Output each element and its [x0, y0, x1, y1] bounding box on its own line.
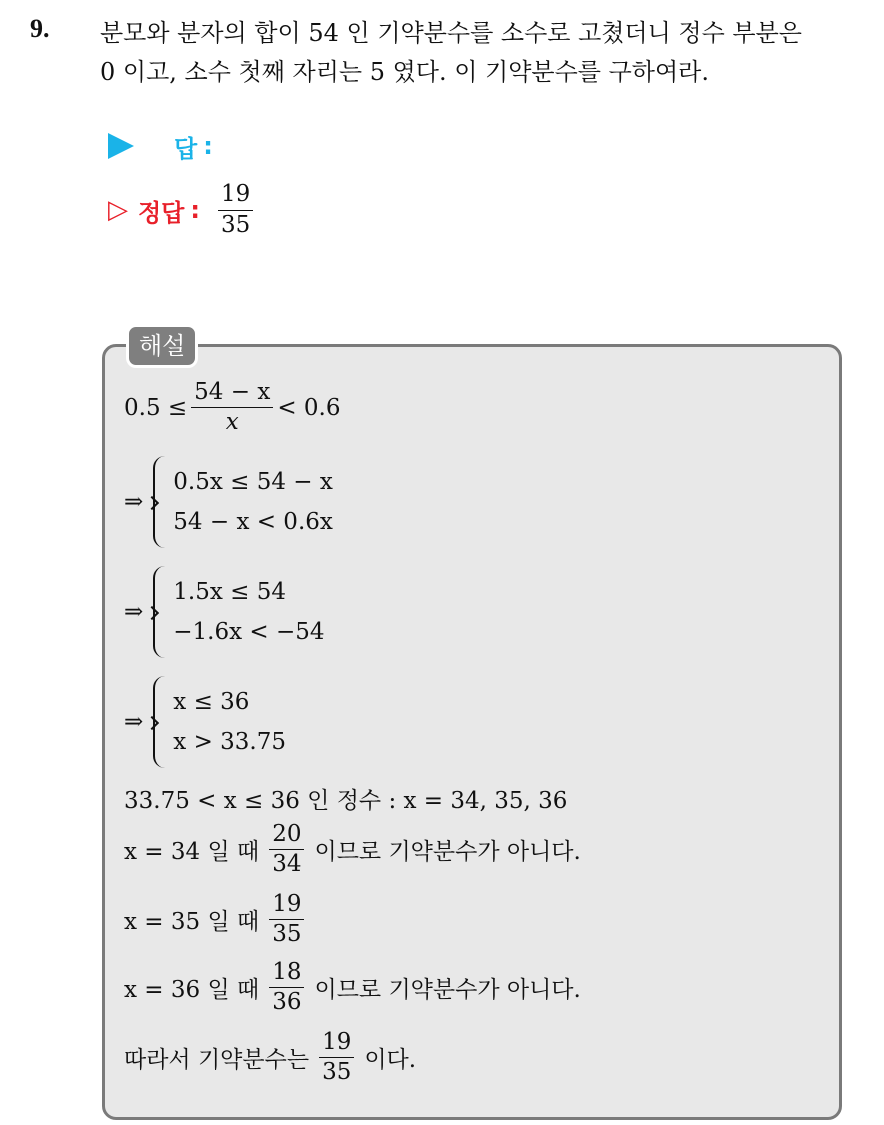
fraction-denominator: 36 [272, 989, 302, 1016]
fraction-numerator: 19 [218, 182, 253, 210]
answer-input-row [108, 124, 213, 168]
case-34-prefix: x = 34 일 때 [124, 839, 260, 866]
conclusion-fraction [319, 1030, 354, 1086]
fraction-numerator: 18 [269, 960, 304, 988]
ineq-fraction [191, 380, 273, 436]
case-34 [124, 822, 581, 878]
fraction-denominator: x [225, 409, 239, 436]
fraction-denominator: 35 [272, 921, 302, 948]
fraction-denominator: 35 [322, 1059, 352, 1086]
case-35-fraction [269, 892, 304, 948]
case-36-suffix: 이므로 기약분수가 아니다. [314, 977, 581, 1004]
system-2-line-1: 1.5x ≤ 54 [173, 579, 286, 605]
implies-arrow: ⇒ [124, 489, 144, 515]
conclusion-line [124, 1030, 416, 1086]
fraction-numerator: 19 [269, 892, 304, 920]
case-35 [124, 892, 308, 948]
system-1 [124, 456, 333, 548]
outline-triangle-icon: ▷ [108, 195, 128, 225]
fraction-numerator: 19 [319, 1030, 354, 1058]
fraction-numerator: 54 − x [191, 380, 273, 408]
system-1-line-1: 0.5x ≤ 54 − x [173, 469, 333, 495]
ineq-left: 0.5 ≤ [124, 394, 188, 421]
fraction-numerator: 20 [269, 822, 304, 850]
integer-candidates-line: 33.75 < x ≤ 36 인 정수 : x = 34, 35, 36 [124, 788, 568, 814]
conclusion-prefix: 따라서 기약분수는 [124, 1047, 310, 1074]
play-triangle-icon [108, 133, 134, 159]
fraction-denominator: 34 [272, 851, 302, 878]
answer-colon: : [203, 132, 213, 160]
implies-arrow: ⇒ [124, 599, 144, 625]
case-36-fraction [269, 960, 304, 1016]
system-1-line-2: 54 − x < 0.6x [173, 509, 333, 535]
implies-arrow: ⇒ [124, 709, 144, 735]
solution-inequality [124, 380, 340, 436]
left-brace [153, 566, 167, 658]
system-3-line-2: x > 33.75 [173, 729, 286, 755]
solution-tag: 해설 [126, 324, 198, 368]
case-35-prefix: x = 35 일 때 [124, 909, 260, 936]
answer-label: 답 [174, 134, 198, 163]
system-3-line-1: x ≤ 36 [173, 689, 250, 715]
correct-answer-row [108, 180, 257, 240]
correct-answer-fraction [218, 182, 253, 238]
case-36 [124, 960, 581, 1016]
left-brace [153, 456, 167, 548]
case-34-suffix: 이므로 기약분수가 아니다. [314, 839, 581, 866]
left-brace [153, 676, 167, 768]
case-34-fraction [269, 822, 304, 878]
fraction-denominator: 35 [220, 211, 251, 238]
question-number: 9. [30, 14, 50, 43]
conclusion-suffix: 이다. [364, 1047, 417, 1074]
correct-answer-label: 정답 [138, 198, 185, 227]
question-text: 분모와 분자의 합이 54 인 기약분수를 소수로 고쳤더니 정수 부분은 0 이고, 소수 첫째 자리는 5 였다. 이 기약분수를 구하여라. [100, 19, 802, 86]
correct-answer-colon: : [190, 196, 200, 224]
system-2 [124, 566, 325, 658]
case-36-prefix: x = 36 일 때 [124, 977, 260, 1004]
ineq-right: < 0.6 [277, 394, 341, 421]
system-2-line-2: −1.6x < −54 [173, 619, 325, 645]
system-3 [124, 676, 286, 768]
